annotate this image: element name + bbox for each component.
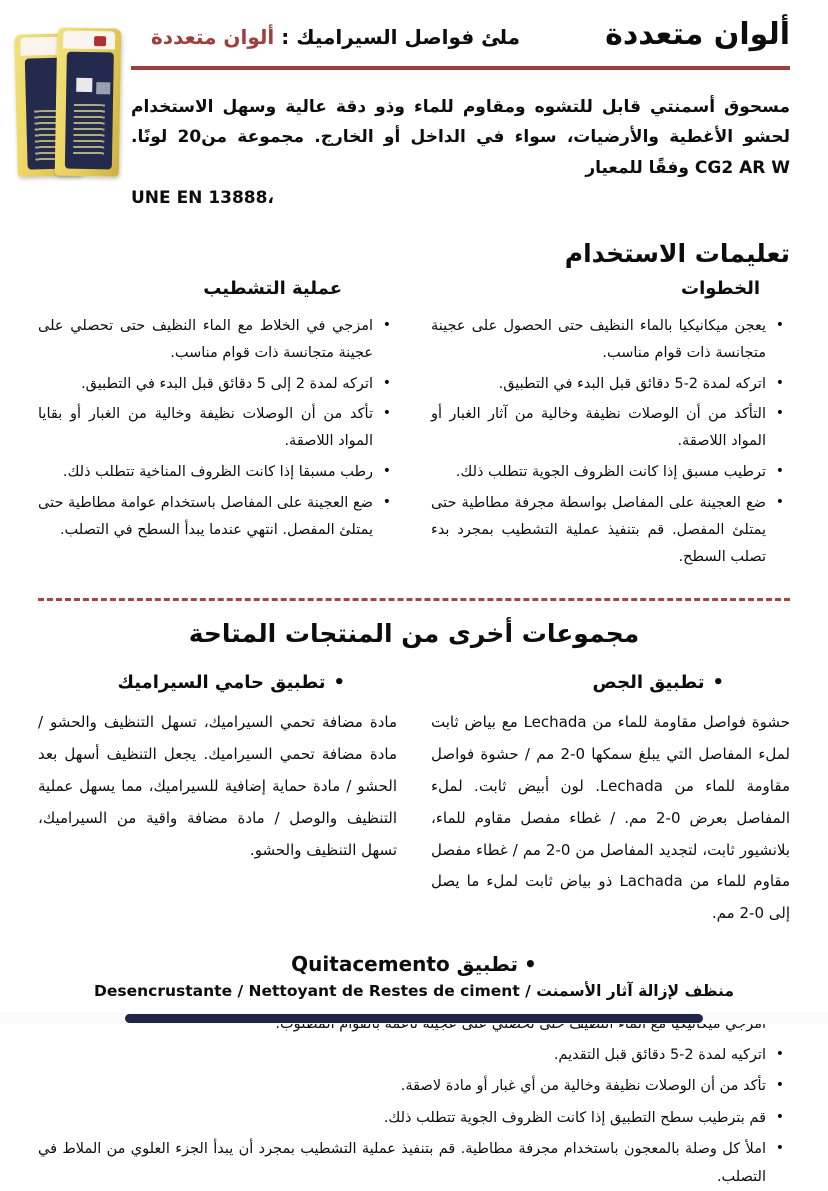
title-row <box>131 18 790 51</box>
finishing-heading: عملية التشطيب <box>203 278 342 299</box>
subtitle-accent: ألوان متعددة <box>151 25 275 49</box>
list-item: • رطب مسبقا إذا كانت الظروف المناخية تتطلب ذلك. <box>38 459 397 486</box>
bullet-icon: • <box>333 672 345 694</box>
header <box>131 0 790 213</box>
bag-label-panel <box>65 52 114 170</box>
grout-body: حشوة فواصل مقاومة للماء من Lechada مع بياض ثابت لملء المفاصل التي يبلغ سمكها 0-2 مم / حشوة فواصل مقاومة للماء من Lechada. لون أبيض ثابت. لملء المفاصل بعرض 0-2 مم. / غطاء مفصل مقاوم للماء، بلانشيور ثابت، لتجديد المفاصل من 0-2 مم / غطاء مفصل مقاوم للماء من Lachada ذو بياض ثابت لملء ما يصل إلى 0-2 مم. <box>431 713 791 923</box>
usage-columns <box>38 278 790 574</box>
grout-heading <box>431 672 790 693</box>
intro-text: مسحوق أسمنتي قابل للتشوه ومقاوم للماء وذو دقة عالية وسهل الاستخدام لحشو الأغطية والأرضيات، سواء في الداخل أو الخارج. مجموعة من20 لونًا. CG2 AR W وفقًا للمعيار <box>131 97 790 178</box>
list-item: • قم بترطيب سطح التطبيق إذا كانت الظروف الجوية تتطلب ذلك. <box>38 1104 790 1132</box>
protector-heading <box>38 672 397 693</box>
standard-code: UNE EN 13888، <box>131 187 274 208</box>
list-item: • اتركيه لمدة 2-5 دقائق قبل التقديم. <box>38 1041 790 1069</box>
intro-paragraph <box>131 92 790 213</box>
protector-heading-label: تطبيق حامي السيراميك <box>117 672 326 694</box>
steps-heading: الخطوات <box>681 278 760 299</box>
page-title: ألوان متعددة <box>605 17 790 52</box>
page-subtitle <box>151 25 520 51</box>
list-item: • يعجن ميكانيكيا بالماء النظيف حتى الحصول على عجينة متجانسة ذات قوام مناسب. <box>431 313 790 367</box>
protector-body: مادة مضافة تحمي السيراميك، تسهل التنظيف والحشو / مادة مضافة تحمي السيراميك. يجعل التنظيف أسهل بعد الحشو / مادة حماية إضافية للسيراميك، مما يسهل عملية التنظيف والوصل / مادة مضافة واقية من السيراميك، تسهل التنظيف والحشو. <box>38 713 397 859</box>
list-item: • تأكد من أن الوصلات نظيفة وخالية من أي غبار أو مادة لاصقة. <box>38 1072 790 1100</box>
header-rule <box>131 66 790 70</box>
quitacemento-heading <box>38 952 790 976</box>
list-item: • اتركه لمدة 2-5 دقائق قبل البدء في التطبيق. <box>431 371 790 398</box>
steps-column <box>431 278 790 574</box>
quitacemento-list <box>38 1010 790 1191</box>
list-item: • اتركه لمدة 2 إلى 5 دقائق قبل البدء في التطبيق. <box>38 371 397 398</box>
finishing-column <box>38 278 397 574</box>
list-item: • ضع العجينة على المفاصل باستخدام عوامة مطاطية حتى يمتلئ المفصل. انتهي عندما يبدأ السطح في التصلب. <box>38 490 397 544</box>
footer-band <box>0 1012 828 1024</box>
home-indicator-bar <box>125 1014 703 1023</box>
bag-label-text-lines <box>73 104 105 157</box>
bag-color-swatch <box>96 82 110 94</box>
list-item: • امزجي في الخلاط مع الماء النظيف حتى تحصلي على عجينة متجانسة ذات قوام مناسب. <box>38 313 397 367</box>
protector-column <box>38 658 397 930</box>
list-item: • التأكد من أن الوصلات نظيفة وخالية من آثار الغبار أو المواد اللاصقة. <box>431 401 790 455</box>
brand-logo-icon <box>94 36 106 46</box>
products-columns <box>38 658 790 930</box>
section-divider <box>38 598 790 601</box>
bag-color-swatch <box>76 78 92 92</box>
list-item: • تأكد من أن الوصلات نظيفة وخالية من الغبار أو بقايا المواد اللاصقة. <box>38 401 397 455</box>
grout-heading-label: تطبيق الجص <box>592 672 705 694</box>
quitacemento-subtitle: منظف لإزالة آثار الأسمنت / Desencrustante / Nettoyant de Restes de ciment <box>94 981 734 1000</box>
list-item: • املأ كل وصلة بالمعجون باستخدام مجرفة مطاطية. قم بتنفيذ عملية التشطيب بمجرد أن يبدأ الجزء العلوي من الملاط في التصلب. <box>38 1135 790 1191</box>
list-item: • ترطيب مسبق إذا كانت الظروف الجوية تتطلب ذلك. <box>431 459 790 486</box>
product-bag <box>55 27 122 176</box>
usage-heading: تعليمات الاستخدام <box>564 239 790 268</box>
quitacemento-heading-ar: تطبيق <box>456 951 519 976</box>
subtitle-text: ملئ فواصل السيراميك : <box>274 25 521 49</box>
bag-top-cap <box>63 31 115 50</box>
quitacemento-heading-latin: Quitacemento <box>291 951 450 976</box>
grout-column <box>431 658 790 930</box>
other-products-heading: مجموعات أخرى من المنتجات المتاحة <box>188 619 640 649</box>
steps-list <box>431 313 790 570</box>
product-bags-image <box>4 14 126 182</box>
list-item: • ضع العجينة على المفاصل بواسطة مجرفة مطاطية حتى يمتلئ المفصل. قم بتنفيذ عملية التشطيب بمجرد بدء تصلب السطح. <box>431 490 790 570</box>
bullet-icon: • <box>524 951 537 976</box>
finishing-list <box>38 313 397 544</box>
bullet-icon: • <box>712 672 724 694</box>
